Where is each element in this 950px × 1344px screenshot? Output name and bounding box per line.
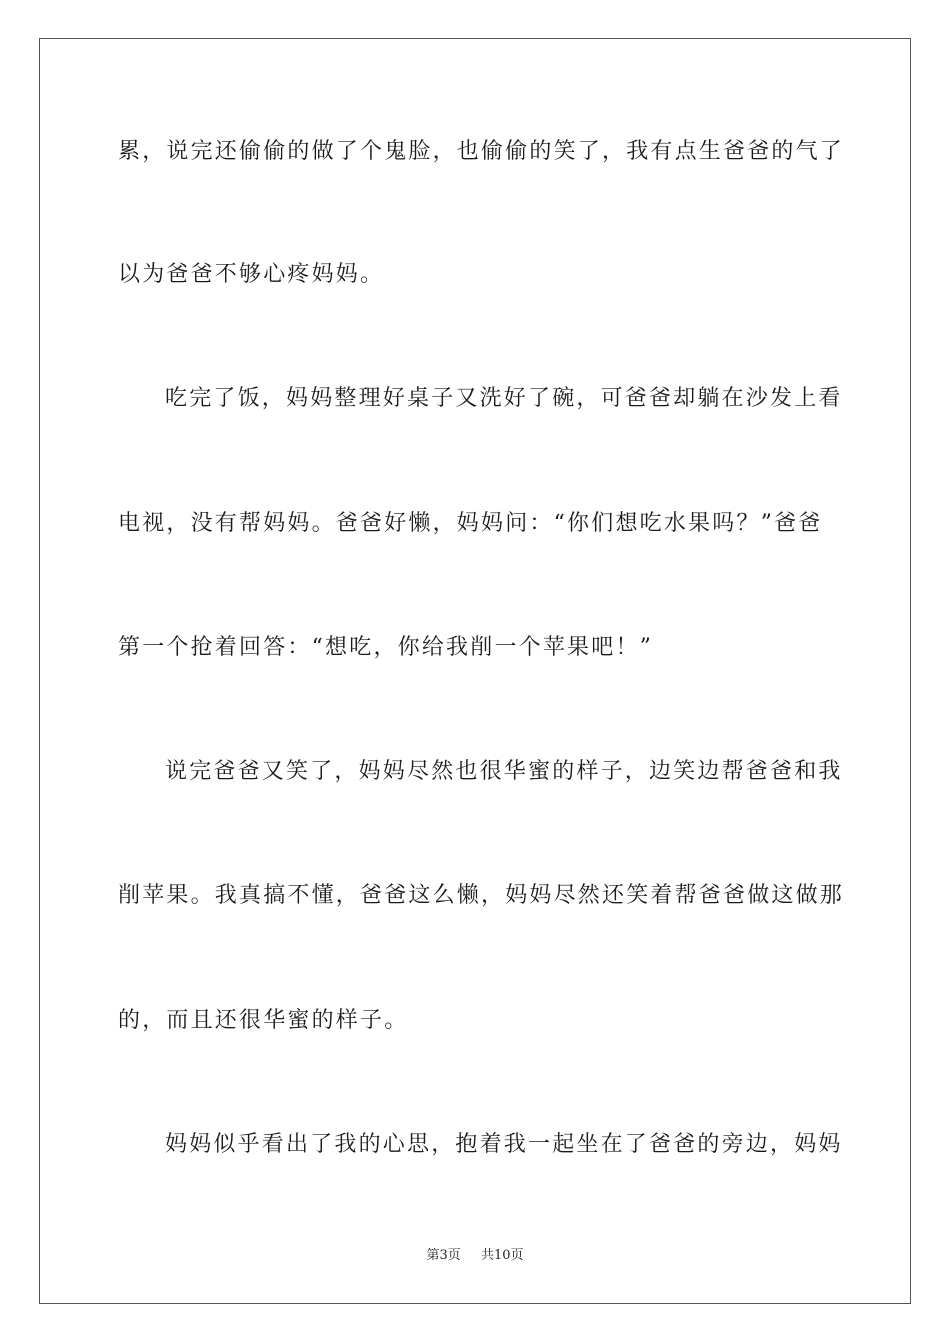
paragraph-start-line: 妈妈似乎看出了我的心思，抱着我一起坐在了爸爸的旁边，妈妈: [165, 1132, 843, 1157]
text-line: 第一个抢着回答：“想吃，你给我削一个苹果吧！”: [118, 635, 654, 660]
page-number: 第3页: [426, 1248, 461, 1263]
page-footer: [0, 1247, 950, 1265]
page-border: [39, 38, 911, 1304]
paragraph-start-line: 说完爸爸又笑了，妈妈尽然也很华蜜的样子，边笑边帮爸爸和我: [165, 759, 843, 784]
text-line: 以为爸爸不够心疼妈妈。: [118, 262, 385, 287]
text-line: 累，说完还偷偷的做了个鬼脸，也偷偷的笑了，我有点生爸爸的气了: [118, 139, 845, 164]
text-line: 电视，没有帮妈妈。爸爸好懒，妈妈问：“你们想吃水果吗？”爸爸: [118, 511, 823, 536]
text-line: 的，而且还很华蜜的样子。: [118, 1008, 409, 1033]
page-total: 共10页: [480, 1248, 524, 1263]
text-line: 削苹果。我真搞不懂，爸爸这么懒，妈妈尽然还笑着帮爸爸做这做那: [118, 883, 845, 908]
paragraph-start-line: 吃完了饭，妈妈整理好桌子又洗好了碗，可爸爸却躺在沙发上看: [165, 386, 843, 411]
